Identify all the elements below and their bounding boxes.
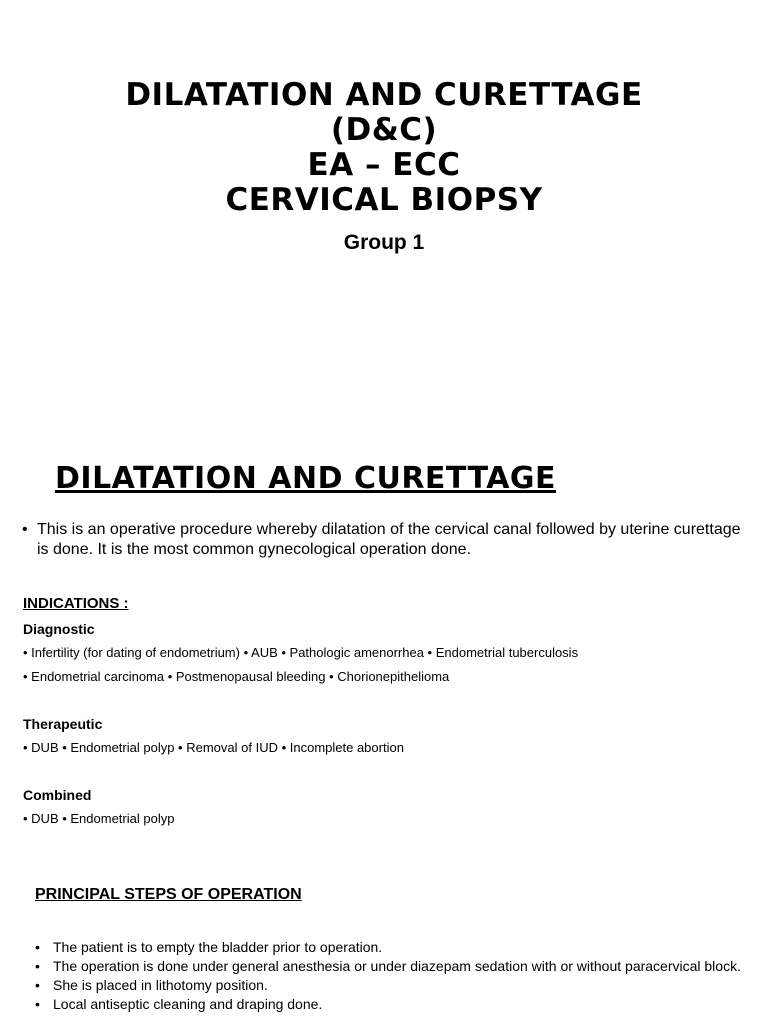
title-line-1: DILATATION AND CURETTAGE bbox=[125, 77, 643, 113]
step-text: Local antiseptic cleaning and draping done. bbox=[53, 996, 323, 1012]
therapeutic-label: Therapeutic bbox=[23, 716, 103, 732]
combined-line-1: • DUB • Endometrial polyp bbox=[23, 811, 175, 826]
intro-paragraph bbox=[22, 520, 742, 560]
title-line-2: (D&C) bbox=[330, 112, 438, 148]
combined-label: Combined bbox=[23, 787, 92, 803]
title-line-3: EA – ECC bbox=[307, 147, 461, 183]
bullet-glyph: • bbox=[35, 996, 40, 1012]
diagnostic-label: Diagnostic bbox=[23, 621, 95, 637]
therapeutic-line-1: • DUB • Endometrial polyp • Removal of IUD • Incomplete abortion bbox=[23, 740, 404, 755]
steps-list bbox=[35, 938, 745, 1014]
list-item bbox=[35, 957, 745, 976]
steps-heading: PRINCIPAL STEPS OF OPERATION bbox=[35, 886, 302, 903]
diagnostic-line-1: • Infertility (for dating of endometrium) • AUB • Pathologic amenorrhea • Endometrial tuberculosis bbox=[23, 645, 579, 660]
bullet-glyph: • bbox=[35, 977, 40, 993]
section-title: DILATATION AND CURETTAGE bbox=[55, 461, 557, 496]
document-title bbox=[0, 78, 768, 218]
bullet-glyph: • bbox=[35, 958, 40, 974]
indications-heading: INDICATIONS : bbox=[23, 595, 129, 612]
bullet-glyph: • bbox=[35, 939, 40, 955]
step-text: The operation is done under general anesthesia or under diazepam sedation with or without paracervical block. bbox=[53, 958, 741, 974]
step-text: The patient is to empty the bladder prior to operation. bbox=[53, 939, 383, 955]
intro-text: This is an operative procedure whereby dilatation of the cervical canal followed by uterine curettage is done. It is the most common gynecological operation done. bbox=[37, 521, 741, 558]
bullet-glyph: • bbox=[22, 521, 28, 538]
list-item bbox=[35, 995, 745, 1014]
group-subtitle: Group 1 bbox=[343, 231, 425, 254]
list-item bbox=[35, 976, 745, 995]
step-text: She is placed in lithotomy position. bbox=[53, 977, 268, 993]
diagnostic-line-2: • Endometrial carcinoma • Postmenopausal bleeding • Chorionepithelioma bbox=[23, 669, 450, 684]
title-line-4: CERVICAL BIOPSY bbox=[225, 182, 543, 218]
list-item bbox=[35, 938, 745, 957]
